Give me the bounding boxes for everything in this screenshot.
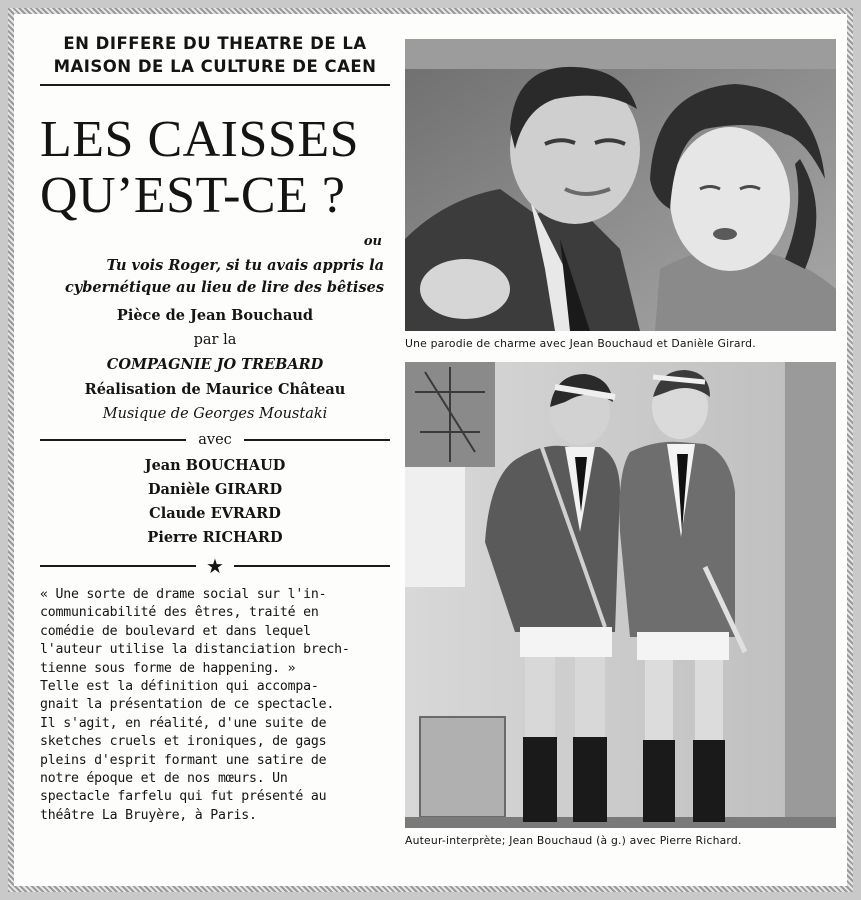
company-name: COMPAGNIE JO TREBARD [106, 356, 324, 373]
director-credit: Réalisation de Maurice Château [84, 381, 346, 398]
divider-line-left [40, 439, 186, 441]
body-line: spectacle farfelu qui fut présenté au [40, 789, 327, 805]
play-title [40, 112, 390, 224]
cast-list [40, 454, 390, 550]
photo-couple [405, 39, 836, 331]
body-line: gnait la présentation de ce spectacle. [40, 697, 335, 713]
divider-line-right [234, 565, 390, 567]
title-line-1: LES CAISSES [40, 111, 360, 168]
or-word: ou [363, 234, 382, 249]
body-line: notre époque et de nos mœurs. Un [40, 771, 288, 787]
subtitle-line-1: Tu vois Roger, si tu avais appris la [106, 257, 384, 274]
cast-member: Claude EVRARD [149, 505, 281, 522]
photo-couple-illustration [405, 39, 836, 331]
body-line: Telle est la définition qui accompa- [40, 679, 319, 695]
body-line: Il s'agit, en réalité, d'une suite de [40, 715, 327, 731]
avec-divider [40, 432, 390, 448]
photo-two-actors-illustration [405, 362, 836, 828]
body-line: l'auteur utilise la distanciation brech- [40, 642, 350, 658]
avec-word: avec [198, 432, 232, 448]
body-line: sketches cruels et ironiques, de gags [40, 734, 327, 750]
page-sheet [14, 14, 847, 886]
cast-member: Danièle GIRARD [147, 481, 283, 498]
header-rule [40, 84, 390, 86]
author-credit: Pièce de Jean Bouchaud [116, 307, 314, 324]
header-line-2: MAISON DE LA CULTURE DE CAEN [53, 57, 377, 76]
divider-line-left [40, 565, 196, 567]
photo-column [405, 39, 845, 847]
photo-caption-1: Une parodie de charme avec Jean Bouchaud et Danièle Girard. [405, 337, 756, 350]
body-line: pleins d'esprit formant une satire de [40, 752, 327, 768]
cast-member: Jean BOUCHAUD [144, 457, 286, 474]
photo-two-actors [405, 362, 836, 828]
alternate-title [40, 255, 384, 299]
body-line: « Une sorte de drame social sur l'in- [40, 587, 327, 602]
body-line: comédie de boulevard et dans lequel [40, 623, 311, 639]
body-line: théâtre La Bruyère, à Paris. [40, 807, 257, 823]
star-icon: ★ [206, 554, 224, 578]
article-column [40, 32, 390, 825]
subtitle-line-2: cybernétique au lieu de lire des bêtises [64, 279, 384, 296]
header-line-1: EN DIFFERE DU THEATRE DE LA [63, 34, 367, 53]
divider-line-right [244, 439, 390, 441]
cast-member: Pierre RICHARD [147, 529, 283, 546]
photo-caption-2: Auteur-interprète; Jean Bouchaud (à g.) avec Pierre Richard. [405, 834, 742, 847]
body-line: communicabilité des êtres, traité en [40, 605, 319, 621]
music-credit: Musique de Georges Moustaki [102, 406, 328, 422]
body-line: tienne sous forme de happening. » [40, 660, 296, 676]
article-body [40, 586, 390, 825]
star-divider [40, 556, 390, 576]
par-la-text: par la [193, 332, 237, 348]
title-line-2: QU’EST-CE ? [40, 167, 346, 224]
